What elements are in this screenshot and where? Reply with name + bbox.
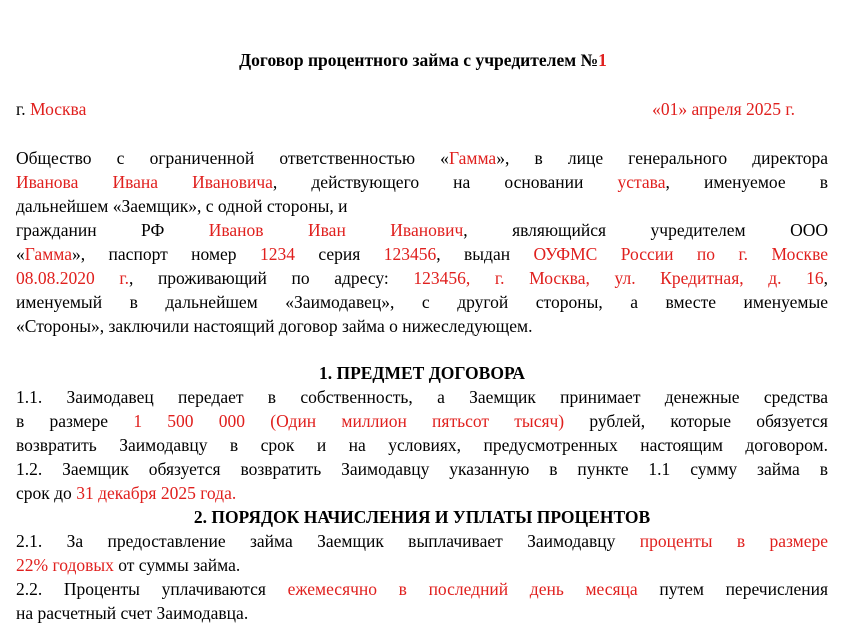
preamble-line-4: [16, 218, 828, 242]
repayment-deadline: 31 декабря 2025 года.: [76, 483, 237, 503]
text: в размере: [16, 411, 134, 431]
text: серия: [294, 244, 384, 264]
city-prefix: г.: [16, 99, 30, 119]
text: «: [16, 244, 25, 264]
text: 2.2. Проценты уплачиваются: [16, 579, 288, 599]
contract-number: 1: [598, 50, 607, 70]
preamble-line-3: дальнейшем «Заемщик», с одной стороны, и: [16, 196, 348, 216]
document-title: [0, 48, 846, 72]
city: Москва: [29, 99, 87, 119]
passport-series: 123456: [383, 244, 437, 264]
passport-issue-date: 08.08.2020 г.: [16, 268, 129, 288]
city-date-line: [16, 97, 828, 121]
text: ,: [823, 268, 828, 288]
clause-1-1-line-2: [16, 409, 828, 433]
basis-document: устава: [617, 172, 666, 192]
contract-date: «01» апреля 2025 г.: [652, 99, 795, 119]
title-text: Договор процентного займа с учредителем №: [239, 50, 599, 70]
clause-1-1-line-3: возвратить Заимодавцу в срок и на условиях, предусмотренных настоящим договором.: [16, 435, 828, 455]
clause-2-1-line-2: [16, 553, 828, 577]
preamble-line-6: [16, 266, 828, 290]
preamble-line-2: [16, 170, 828, 194]
interest-rate-value: 22% годовых: [16, 555, 114, 575]
preamble-line-1: [16, 146, 828, 170]
text: Общество с ограниченной ответственностью «: [16, 148, 449, 168]
text: рублей, которые обязуется: [564, 411, 828, 431]
text: путем перечисления: [637, 579, 828, 599]
loan-amount: 1 500 000 (Один миллион пятьсот тысяч): [133, 411, 565, 431]
section-2-heading: 2. ПОРЯДОК НАЧИСЛЕНИЯ И УПЛАТЫ ПРОЦЕНТОВ: [193, 507, 651, 527]
section-1-heading: 1. ПРЕДМЕТ ДОГОВОРА: [318, 363, 526, 383]
preamble-line-8: «Стороны», заключили настоящий договор займа о нижеследующем.: [16, 316, 533, 336]
text: , выдан: [436, 244, 534, 264]
text: », паспорт номер: [72, 244, 260, 264]
clause-1-1-line-1: 1.1. Заимодавец передает в собственность, а Заемщик принимает денежные средства: [16, 387, 828, 407]
director-name: Иванова Ивана Ивановича: [16, 172, 273, 192]
preamble-line-7: именуемый в дальнейшем «Заимодавец», с другой стороны, а вместе именуемые: [16, 292, 828, 312]
text: от суммы займа.: [113, 555, 241, 575]
text: », в лице генерального директора: [496, 148, 828, 168]
clause-2-2-line-2: на расчетный счет Заимодавца.: [16, 603, 249, 623]
interest-rate: проценты в размере: [639, 531, 828, 551]
text: гражданин РФ: [16, 220, 209, 240]
text: 2.1. За предоставление займа Заемщик выплачивает Заимодавцу: [16, 531, 640, 551]
text: , являющийся учредителем ООО: [463, 220, 828, 240]
clause-2-1-line-1: [16, 529, 828, 553]
text: , действующего на основании: [272, 172, 618, 192]
company-name: Гамма: [24, 244, 72, 264]
preamble-line-5: [16, 242, 828, 266]
payment-schedule: ежемесячно в последний день месяца: [287, 579, 638, 599]
passport-number: 1234: [259, 244, 295, 264]
founder-address: 123456, г. Москва, ул. Кредитная, д. 16: [413, 268, 824, 288]
text: срок до: [16, 483, 77, 503]
founder-name: Иванов Иван Иванович: [208, 220, 464, 240]
clause-2-2-line-1: [16, 577, 828, 601]
company-name: Гамма: [448, 148, 497, 168]
clause-1-2-line-1: 1.2. Заемщик обязуется возвратить Заимодавцу указанную в пункте 1.1 сумму займа в: [16, 459, 828, 479]
text: , проживающий по адресу:: [128, 268, 414, 288]
text: , именуемое в: [665, 172, 828, 192]
clause-1-2-line-2: [16, 481, 828, 505]
passport-issuer: ОУФМС России по г. Москве: [533, 244, 828, 264]
